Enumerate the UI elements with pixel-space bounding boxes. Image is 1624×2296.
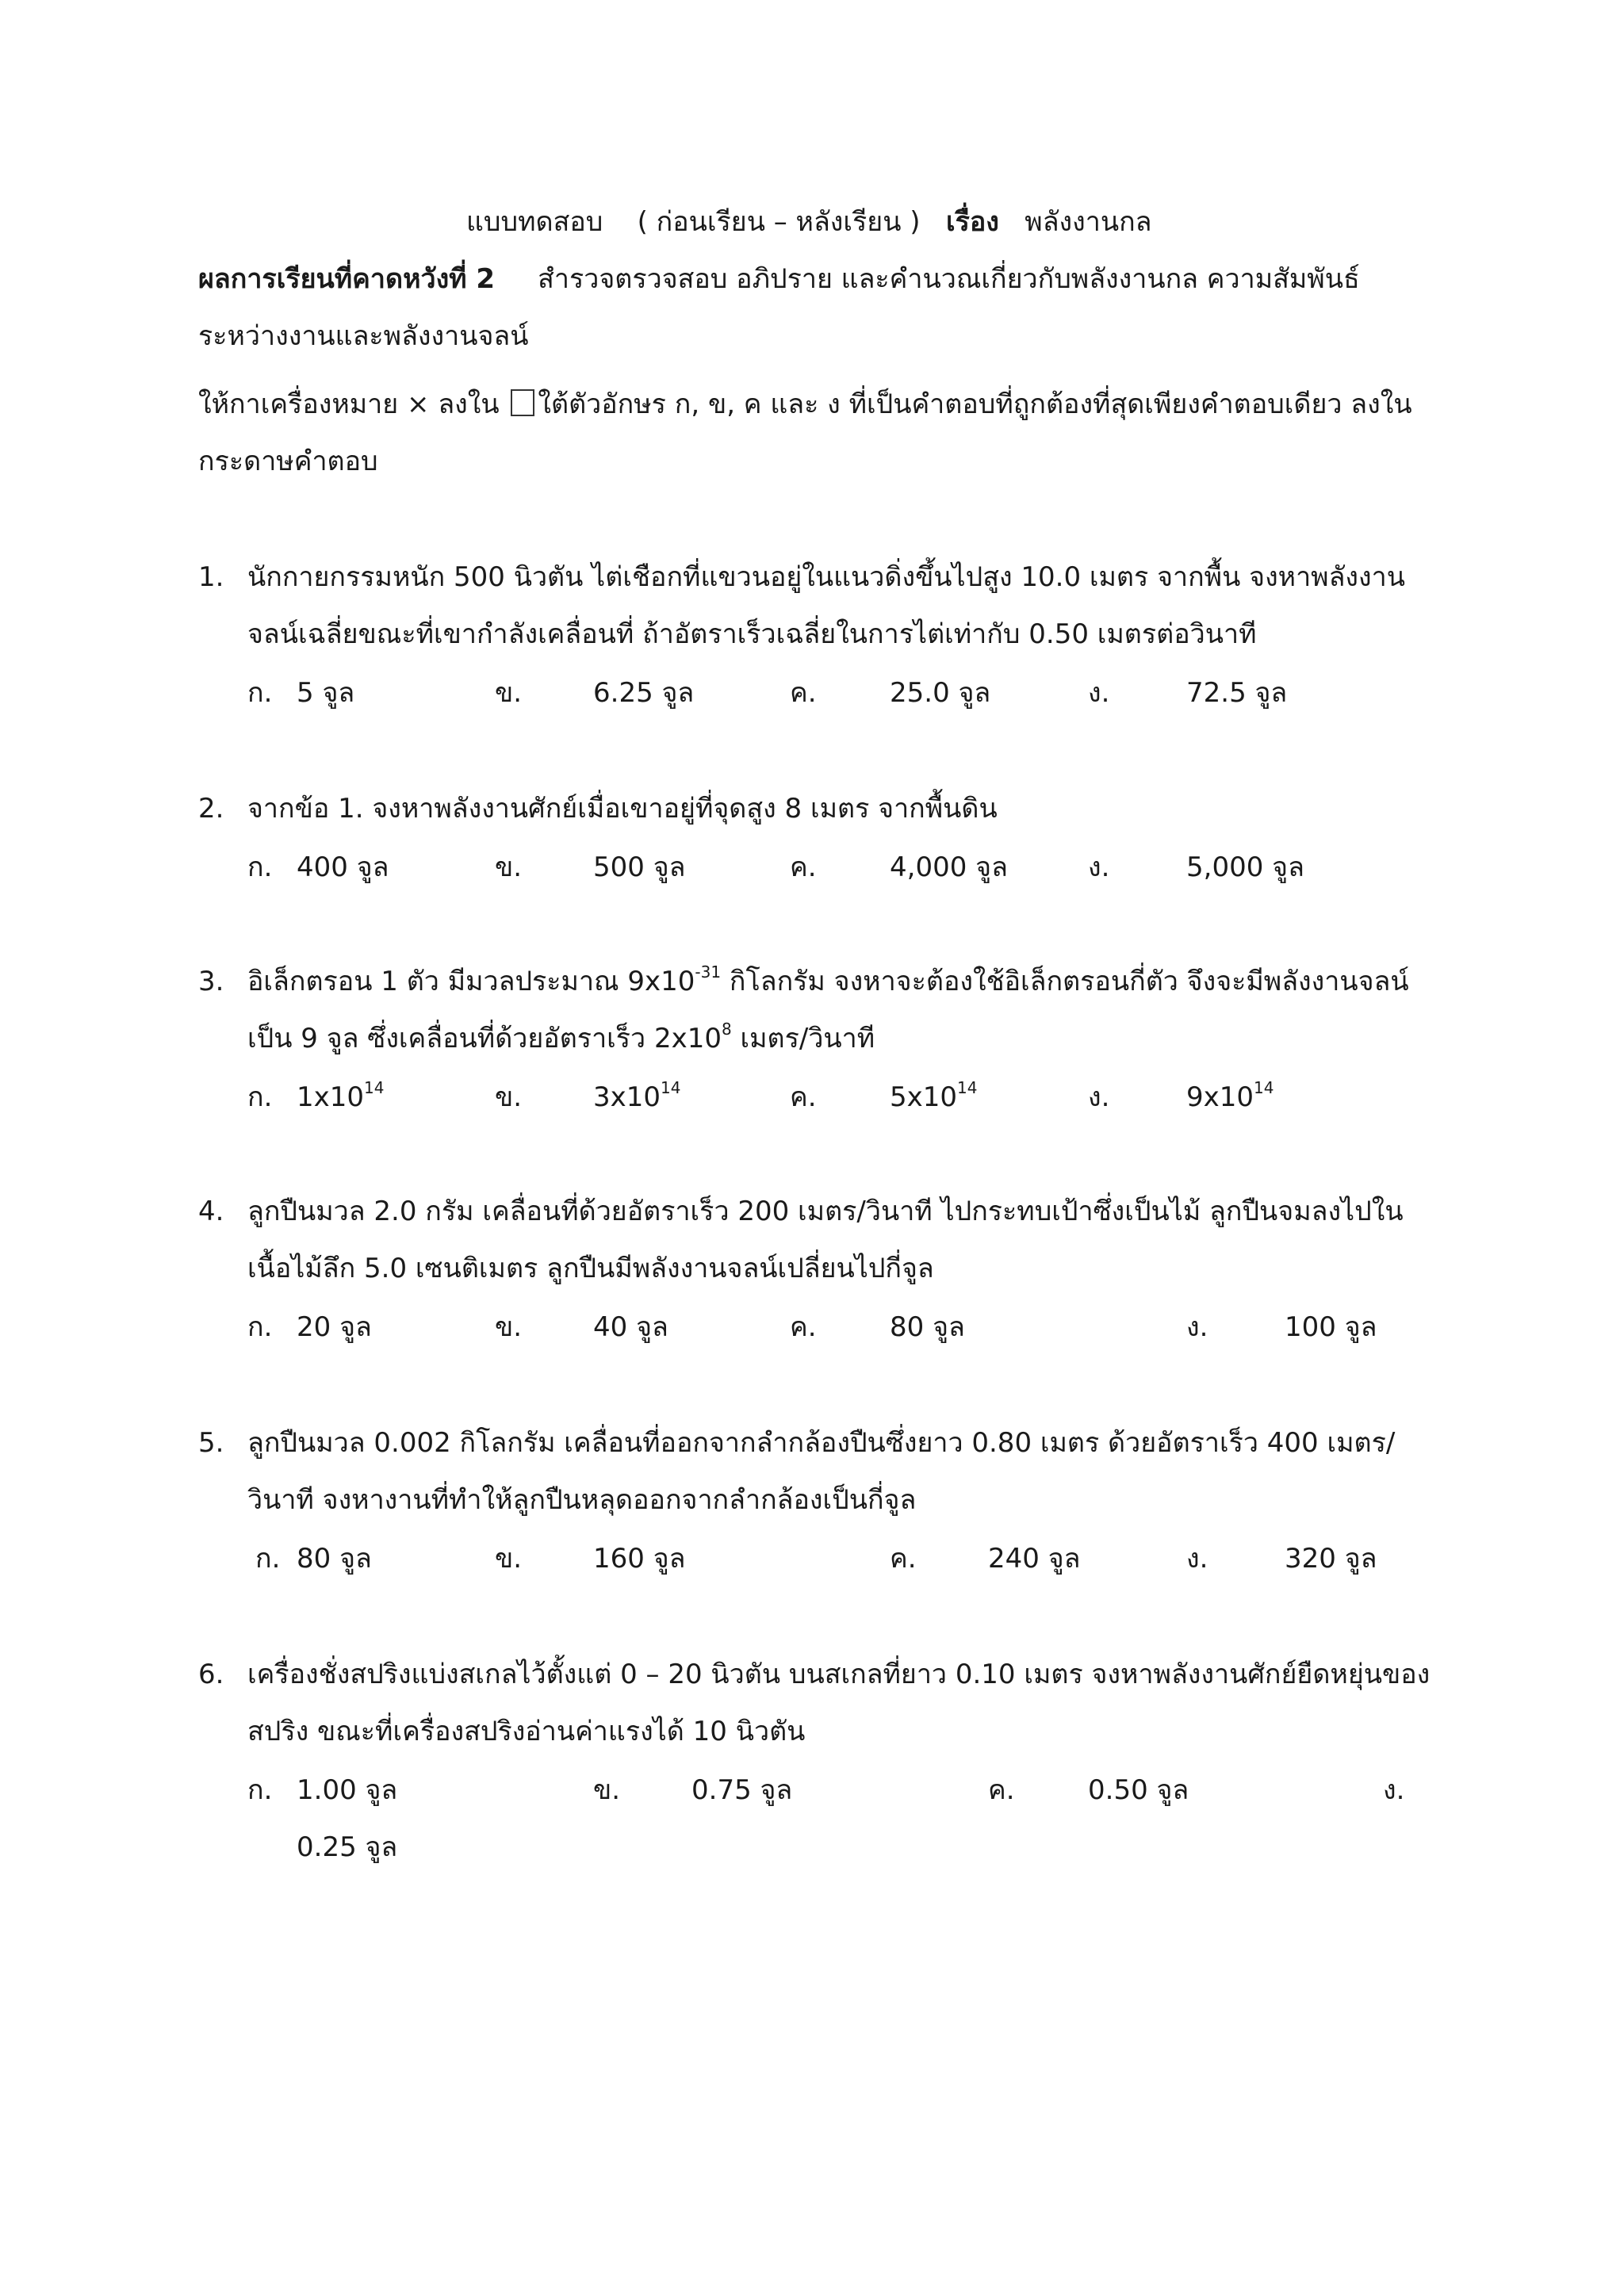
- choice-base: 9x10: [1186, 1081, 1254, 1113]
- choice-value: 100 จูล: [1285, 1311, 1377, 1343]
- choice-value: 400 จูล: [297, 851, 389, 883]
- choice-letter: ก.: [247, 1081, 273, 1113]
- question-text: เครื่องชั่งสปริงแบ่งสเกลไว้ตั้งแต่ 0 – 20 นิวตัน บนสเกลที่ยาว 0.10 เมตร จงหาพลังงานศักย์ยืดหยุ่นของ: [247, 1659, 1431, 1690]
- choice-letter: ค.: [790, 677, 817, 709]
- choice-letter: ง.: [1186, 1311, 1208, 1343]
- exponent: 14: [661, 1078, 681, 1097]
- outcome-line2: ระหว่างงานและพลังงานจลน์: [198, 320, 529, 352]
- choice-letter: ง.: [1088, 851, 1110, 883]
- exponent: 14: [1254, 1078, 1274, 1097]
- question-number: 3.: [198, 966, 224, 997]
- choice-base: 3x10: [593, 1081, 661, 1113]
- instructions-line1: [198, 387, 1412, 422]
- question-text: [247, 1021, 875, 1056]
- question-text: เนื้อไม้ลึก 5.0 เซนติเมตร ลูกปืนมีพลังงานจลน์เปลี่ยนไปกี่จูล: [247, 1253, 934, 1284]
- question-number: 4.: [198, 1196, 224, 1227]
- question-text: วินาที จงหางานที่ทำให้ลูกปืนหลุดออกจากลำกล้องเป็นกี่จูล: [247, 1484, 917, 1516]
- question-text-part: เมตร/วินาที: [731, 1023, 875, 1054]
- choice-value: 160 จูล: [593, 1543, 686, 1575]
- choice-letter: ค.: [890, 1543, 917, 1575]
- choice-value: 5,000 จูล: [1186, 851, 1304, 883]
- title-paren: ( ก่อนเรียน – หลังเรียน ): [637, 206, 921, 238]
- choice-letter: ก.: [247, 1311, 273, 1343]
- question-text: ลูกปืนมวล 0.002 กิโลกรัม เคลื่อนที่ออกจากลำกล้องปืนซึ่งยาว 0.80 เมตร ด้วยอัตราเร็ว 400 เมตร/: [247, 1427, 1396, 1459]
- choice-value: 80 จูล: [297, 1543, 372, 1575]
- title-bold: เรื่อง: [945, 206, 999, 238]
- choice-letter: ก.: [255, 1543, 281, 1575]
- choice-value: 0.75 จูล: [691, 1774, 793, 1806]
- choice-value: 5 จูล: [297, 677, 355, 709]
- checkbox-icon: [511, 389, 534, 416]
- choice-value: [297, 1080, 384, 1115]
- choice-value: [1186, 1080, 1274, 1115]
- choice-value: 20 จูล: [297, 1311, 372, 1343]
- outcome-line1: [198, 262, 1360, 297]
- choice-letter: ค.: [790, 851, 817, 883]
- choice-letter: ง.: [1383, 1774, 1405, 1806]
- exponent: 14: [957, 1078, 978, 1097]
- question-text-part: เป็น 9 จูล ซึ่งเคลื่อนที่ด้วยอัตราเร็ว 2x10: [247, 1023, 722, 1054]
- question-number: 6.: [198, 1659, 224, 1690]
- choice-value: 25.0 จูล: [890, 677, 991, 709]
- outcome-label: ผลการเรียนที่คาดหวังที่ 2: [198, 263, 496, 295]
- choice-value: 0.50 จูล: [1088, 1774, 1189, 1806]
- choice-letter: ก.: [247, 851, 273, 883]
- choice-letter: ก.: [247, 1774, 273, 1806]
- question-number: 2.: [198, 793, 224, 825]
- choice-letter: ข.: [495, 677, 523, 709]
- instructions-text-3: ใต้ตัวอักษร ก, ข, ค และ ง ที่เป็นคำตอบที่ถูกต้องที่สุดเพียงคำตอบเดียว ลงใน: [538, 388, 1412, 420]
- choice-value: 500 จูล: [593, 851, 686, 883]
- choice-letter: ง.: [1088, 1081, 1110, 1113]
- choice-base: 5x10: [890, 1081, 958, 1113]
- question-text: นักกายกรรมหนัก 500 นิวตัน ไต่เชือกที่แขวนอยู่ในแนวดิ่งขึ้นไปสูง 10.0 เมตร จากพื้น จงหาพลังงาน: [247, 561, 1405, 593]
- question-number: 5.: [198, 1427, 224, 1459]
- question-text: จลน์เฉลี่ยขณะที่เขากำลังเคลื่อนที่ ถ้าอัตราเร็วเฉลี่ยในการไต่เท่ากับ 0.50 เมตรต่อวินาที: [247, 618, 1257, 650]
- instructions-line2: กระดาษคำตอบ: [198, 446, 378, 477]
- choice-value: 80 จูล: [890, 1311, 965, 1343]
- question-text: สปริง ขณะที่เครื่องสปริงอ่านค่าแรงได้ 10 นิวตัน: [247, 1716, 806, 1747]
- choice-letter: ค.: [988, 1774, 1015, 1806]
- choice-letter: ข.: [495, 1311, 523, 1343]
- choice-letter: ข.: [495, 1081, 523, 1113]
- x-mark-icon: ×: [407, 388, 430, 420]
- outcome-text: สำรวจตรวจสอบ อภิปราย และคำนวณเกี่ยวกับพลังงานกล ความสัมพันธ์: [538, 263, 1360, 295]
- choice-value: 6.25 จูล: [593, 677, 695, 709]
- choice-letter: ข.: [495, 851, 523, 883]
- question-text: จากข้อ 1. จงหาพลังงานศักย์เมื่อเขาอยู่ที่จุดสูง 8 เมตร จากพื้นดิน: [247, 793, 998, 825]
- choice-value: 240 จูล: [988, 1543, 1081, 1575]
- exponent: -31: [695, 962, 722, 982]
- choice-value: 0.25 จูล: [297, 1831, 398, 1863]
- instructions-text-1: ให้กาเครื่องหมาย: [198, 388, 399, 420]
- choice-letter: ข.: [495, 1543, 523, 1575]
- choice-value: 40 จูล: [593, 1311, 668, 1343]
- instructions-text-2: ลงใน: [438, 388, 500, 420]
- question-text-part: กิโลกรัม จงหาจะต้องใช้อิเล็กตรอนกี่ตัว จึงจะมีพลังงานจลน์: [721, 966, 1409, 997]
- choice-value: 320 จูล: [1285, 1543, 1377, 1575]
- title-prefix: แบบทดสอบ: [466, 206, 603, 238]
- choice-value: 1.00 จูล: [297, 1774, 398, 1806]
- choice-value: 72.5 จูล: [1186, 677, 1288, 709]
- choice-value: [890, 1080, 977, 1115]
- question-text: ลูกปืนมวล 2.0 กรัม เคลื่อนที่ด้วยอัตราเร็ว 200 เมตร/วินาที ไปกระทบเป้าซึ่งเป็นไม้ ลูกปืนจมลงไปใน: [247, 1196, 1404, 1227]
- choice-base: 1x10: [297, 1081, 365, 1113]
- choice-letter: ง.: [1088, 677, 1110, 709]
- choice-letter: ก.: [247, 677, 273, 709]
- choice-value: [593, 1080, 680, 1115]
- title-topic: พลังงานกล: [1025, 206, 1152, 238]
- question-number: 1.: [198, 561, 224, 593]
- choice-letter: ค.: [790, 1081, 817, 1113]
- choice-letter: ค.: [790, 1311, 817, 1343]
- choice-letter: ข.: [593, 1774, 621, 1806]
- question-text: [247, 964, 1409, 999]
- exam-title: [466, 205, 1152, 239]
- exponent: 8: [721, 1020, 732, 1039]
- question-text-part: อิเล็กตรอน 1 ตัว มีมวลประมาณ 9x10: [247, 966, 695, 997]
- choice-letter: ง.: [1186, 1543, 1208, 1575]
- choice-value: 4,000 จูล: [890, 851, 1008, 883]
- exponent: 14: [364, 1078, 385, 1097]
